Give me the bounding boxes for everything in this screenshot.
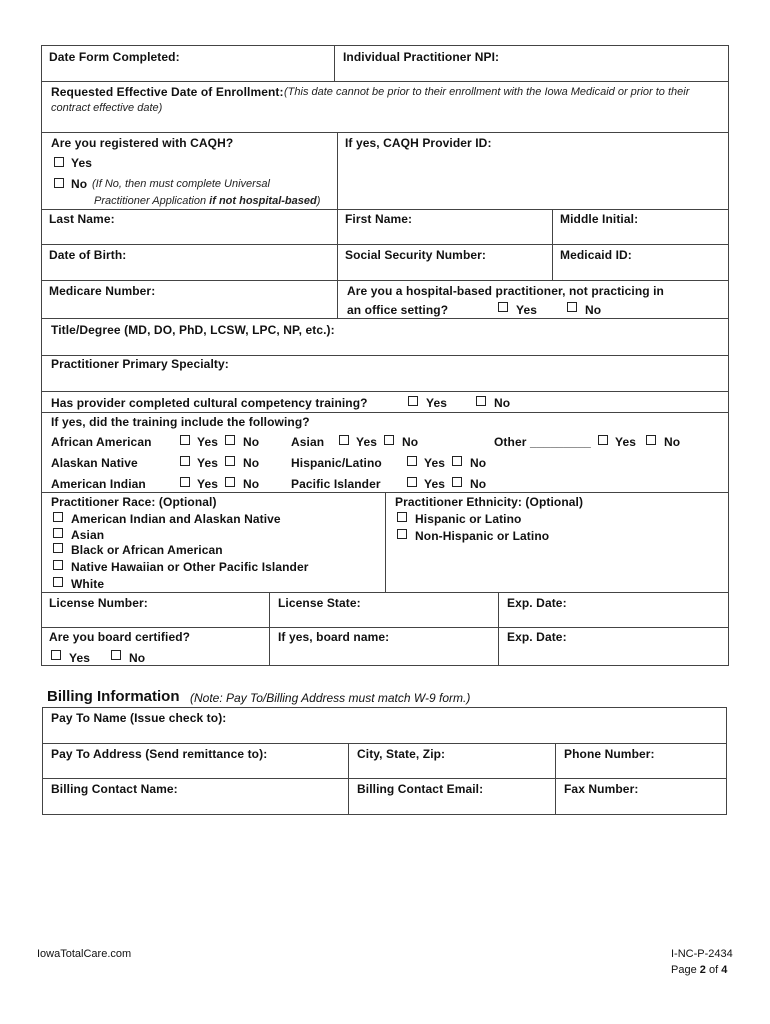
hispanic-latino-no-checkbox[interactable] [452,456,462,466]
alaskan-native-no-checkbox[interactable] [225,456,235,466]
divider [385,492,386,592]
date-of-birth-label: Date of Birth: [49,248,127,262]
divider [41,318,729,319]
other-no-checkbox[interactable] [646,435,656,445]
african-american-yes-checkbox[interactable] [180,435,190,445]
date-form-completed-label: Date Form Completed: [49,50,180,64]
pacific-islander-yes-checkbox[interactable] [407,477,417,487]
caqh-no-note: (If No, then must complete Universal [92,178,270,190]
asian-no-label: No [402,435,419,449]
hispanic-latino-training-label: Hispanic/Latino [291,456,382,470]
race-option-label: American Indian and Alaskan Native [71,512,281,526]
caqh-question-label: Are you registered with CAQH? [51,136,234,150]
divider [498,592,499,666]
alaskan-native-yes-checkbox[interactable] [180,456,190,466]
hispanic-latino-yes-checkbox[interactable] [407,456,417,466]
hospital-based-question: Are you a hospital-based practitioner, not practicing in [347,284,664,298]
hispanic-latino-yes-label: Yes [424,456,445,470]
african-american-no-label: No [243,435,260,449]
last-name-label: Last Name: [49,212,115,226]
footer-website: IowaTotalCare.com [37,948,132,960]
divider [41,355,729,356]
race-option-label: White [71,577,105,591]
divider [41,244,729,245]
caqh-no-note-close: ) [316,195,321,207]
asian-no-checkbox[interactable] [384,435,394,445]
hospital-based-yes-label: Yes [516,303,537,317]
other-yes-label: Yes [615,435,636,449]
race-option-checkbox[interactable] [53,528,63,538]
first-name-label: First Name: [345,212,413,226]
caqh-provider-id-label: If yes, CAQH Provider ID: [345,136,492,150]
footer-page-number [671,964,727,976]
hospital-based-no-checkbox[interactable] [567,302,577,312]
page-total: 4 [721,964,728,976]
primary-specialty-label: Practitioner Primary Specialty: [51,357,229,371]
divider [41,627,729,628]
city-state-zip-label: City, State, Zip: [357,747,446,761]
pacific-islander-training-label: Pacific Islander [291,477,381,491]
page-current: 2 [699,964,706,976]
ethnicity-option-label: Hispanic or Latino [415,512,522,526]
divider [552,209,553,280]
pay-to-name-label: Pay To Name (Issue check to): [51,711,227,725]
divider [269,592,270,666]
pay-to-address-label: Pay To Address (Send remittance to): [51,747,268,761]
requested-effective-date-note-2: contract effective date) [51,102,163,114]
american-indian-no-checkbox[interactable] [225,477,235,487]
divider [41,391,729,392]
requested-effective-date-note: (This date cannot be prior to their enrollment with the Iowa Medicaid or prior to their [284,86,690,98]
title-degree-label: Title/Degree (MD, DO, PhD, LCSW, LPC, NP, etc.): [51,323,335,337]
other-no-label: No [664,435,681,449]
race-option-checkbox[interactable] [53,543,63,553]
pacific-islander-no-label: No [470,477,487,491]
race-option-checkbox[interactable] [53,577,63,587]
requested-effective-date-label: Requested Effective Date of Enrollment: [51,85,284,99]
divider [41,592,729,593]
divider [348,743,349,815]
board-certified-question: Are you board certified? [49,630,191,644]
race-option-label: Native Hawaiian or Other Pacific Islander [71,560,309,574]
divider [41,412,729,413]
medicare-number-label: Medicare Number: [49,284,156,298]
ethnicity-option-label: Non-Hispanic or Latino [415,529,550,543]
board-name-label: If yes, board name: [278,630,390,644]
board-certified-yes-checkbox[interactable] [51,650,61,660]
asian-training-label: Asian [291,435,325,449]
ssn-label: Social Security Number: [345,248,487,262]
african-american-no-checkbox[interactable] [225,435,235,445]
race-title: Practitioner Race: (Optional) [51,495,217,509]
cultural-training-no-checkbox[interactable] [476,396,486,406]
caqh-yes-checkbox[interactable] [54,157,64,167]
american-indian-label: American Indian [51,477,146,491]
divider [41,132,729,133]
billing-heading: Billing Information [47,688,180,705]
divider [41,209,729,210]
hospital-based-yes-checkbox[interactable] [498,302,508,312]
billing-contact-email-label: Billing Contact Email: [357,782,484,796]
board-exp-date-label: Exp. Date: [507,630,567,644]
divider [337,132,338,318]
divider [42,743,727,744]
asian-yes-checkbox[interactable] [339,435,349,445]
pacific-islander-yes-label: Yes [424,477,445,491]
other-training-label: Other _________ [494,435,591,449]
training-include-question: If yes, did the training include the following? [51,415,310,429]
pacific-islander-no-checkbox[interactable] [452,477,462,487]
american-indian-yes-checkbox[interactable] [180,477,190,487]
cultural-training-yes-checkbox[interactable] [408,396,418,406]
ethnicity-title: Practitioner Ethnicity: (Optional) [395,495,584,509]
license-state-label: License State: [278,596,361,610]
divider [555,743,556,815]
divider [41,280,729,281]
caqh-no-label: No [71,177,88,191]
middle-initial-label: Middle Initial: [560,212,639,226]
page-of: of [708,964,719,976]
license-exp-date-label: Exp. Date: [507,596,567,610]
african-american-label: African American [51,435,152,449]
individual-npi-label: Individual Practitioner NPI: [343,50,500,64]
cultural-training-question: Has provider completed cultural competency training? [51,396,368,410]
race-option-checkbox[interactable] [53,560,63,570]
caqh-no-note-2 [94,195,320,207]
caqh-yes-label: Yes [71,156,92,170]
african-american-yes-label: Yes [197,435,218,449]
ethnicity-option-checkbox[interactable] [397,529,407,539]
american-indian-yes-label: Yes [197,477,218,491]
page-prefix: Page [671,964,697,976]
caqh-no-checkbox[interactable] [54,178,64,188]
race-option-checkbox[interactable] [53,512,63,522]
alaskan-native-yes-label: Yes [197,456,218,470]
fax-number-label: Fax Number: [564,782,639,796]
footer-form-code: I-NC-P-2434 [671,948,733,960]
license-number-label: License Number: [49,596,148,610]
alaskan-native-label: Alaskan Native [51,456,138,470]
caqh-no-note-emphasis: if not hospital-based [209,195,317,207]
divider [41,81,729,82]
board-certified-yes-label: Yes [69,651,90,665]
cultural-training-yes-label: Yes [426,396,447,410]
cultural-training-no-label: No [494,396,511,410]
race-option-label: Black or African American [71,543,223,557]
hospital-based-no-label: No [585,303,602,317]
board-certified-no-checkbox[interactable] [111,650,121,660]
hospital-based-question-2: an office setting? [347,303,449,317]
divider [334,45,335,81]
hispanic-latino-no-label: No [470,456,487,470]
american-indian-no-label: No [243,477,260,491]
billing-note: (Note: Pay To/Billing Address must match W-9 form.) [190,691,471,705]
billing-contact-name-label: Billing Contact Name: [51,782,178,796]
divider [42,778,727,779]
asian-yes-label: Yes [356,435,377,449]
board-certified-no-label: No [129,651,146,665]
phone-number-label: Phone Number: [564,747,655,761]
other-yes-checkbox[interactable] [598,435,608,445]
ethnicity-option-checkbox[interactable] [397,512,407,522]
race-option-label: Asian [71,528,105,542]
alaskan-native-no-label: No [243,456,260,470]
medicaid-id-label: Medicaid ID: [560,248,632,262]
caqh-no-note-text: Practitioner Application [94,195,207,207]
